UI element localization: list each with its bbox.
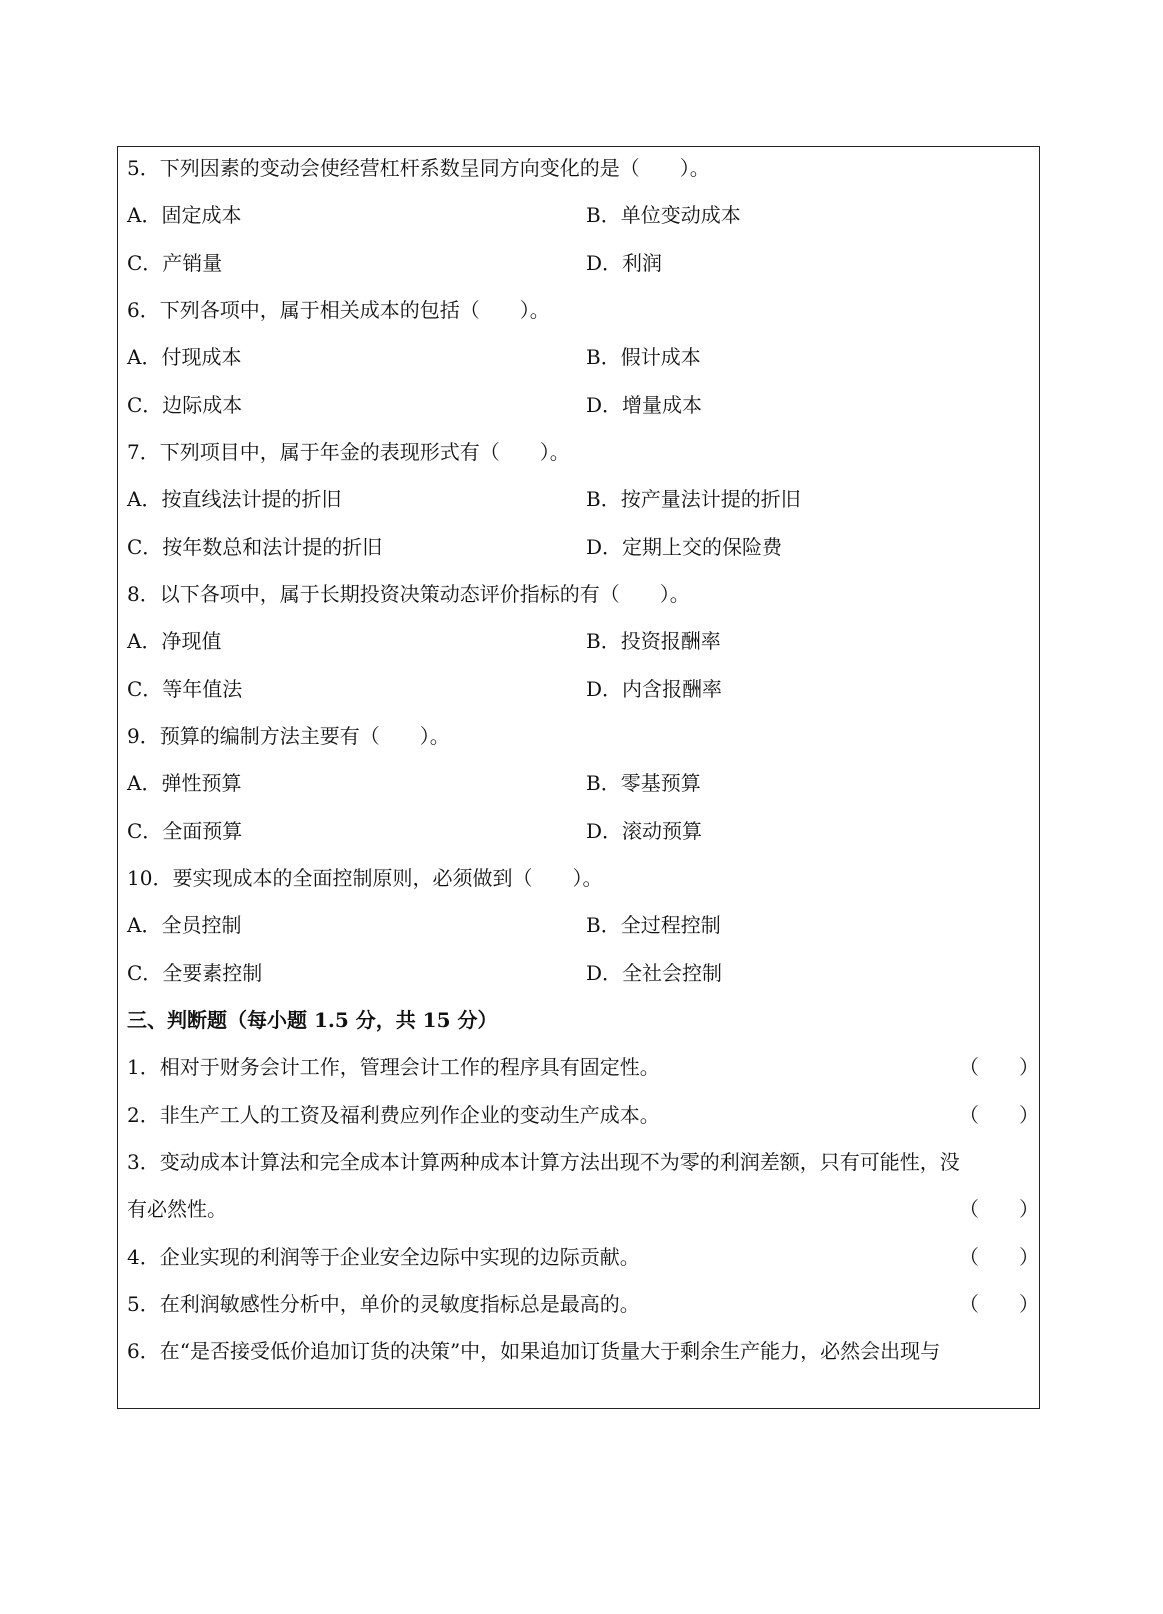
question-text: 有必然性。 <box>127 1197 227 1221</box>
section-heading-judgment: 三、判断题（每小题 1.5 分，共 15 分） <box>127 1008 498 1032</box>
option-b: B．全过程控制 <box>586 913 721 937</box>
option-b: B．单位变动成本 <box>586 203 741 227</box>
answer-blank: （ ） <box>959 1245 1039 1269</box>
option-d: D．全社会控制 <box>586 961 723 985</box>
judgment-question-3-line-1: 3．变动成本计算法和完全成本计算两种成本计算方法出现不为零的利润差额，只有可能性，没 <box>127 1150 960 1174</box>
question-10: 10．要实现成本的全面控制原则，必须做到（ ）。 <box>127 866 603 890</box>
question-9: 9．预算的编制方法主要有（ ）。 <box>127 724 450 748</box>
option-a: A．付现成本 <box>127 345 242 369</box>
answer-blank: （ ） <box>959 1292 1039 1316</box>
question-5: 5．下列因素的变动会使经营杠杆系数呈同方向变化的是（ ）。 <box>127 156 710 180</box>
question-8: 8．以下各项中，属于长期投资决策动态评价指标的有（ ）。 <box>127 582 690 606</box>
question-7-options-row-1 <box>127 479 1037 519</box>
option-b: B．按产量法计提的折旧 <box>586 487 801 511</box>
judgment-question-5 <box>127 1284 1037 1324</box>
question-5-options-row-2 <box>127 243 1037 283</box>
question-5-options-row-1 <box>127 195 1037 235</box>
option-c: C．产销量 <box>127 251 223 275</box>
question-7-options-row-2 <box>127 527 1037 567</box>
judgment-question-2 <box>127 1095 1037 1135</box>
option-c: C．等年值法 <box>127 677 243 701</box>
option-d: D．利润 <box>586 251 663 275</box>
question-7: 7．下列项目中，属于年金的表现形式有（ ）。 <box>127 440 570 464</box>
option-a: A．固定成本 <box>127 203 242 227</box>
option-c: C．全面预算 <box>127 819 243 843</box>
option-c: C．全要素控制 <box>127 961 263 985</box>
judgment-question-6-line-1: 6．在“是否接受低价追加订货的决策”中，如果追加订货量大于剩余生产能力，必然会出现与 <box>127 1339 941 1363</box>
question-text: 2．非生产工人的工资及福利费应列作企业的变动生产成本。 <box>127 1103 660 1127</box>
judgment-question-4 <box>127 1237 1037 1277</box>
option-b: B．投资报酬率 <box>586 629 721 653</box>
question-10-options-row-2 <box>127 953 1037 993</box>
option-d: D．定期上交的保险费 <box>586 535 783 559</box>
question-8-options-row-1 <box>127 621 1037 661</box>
judgment-question-1 <box>127 1047 1037 1087</box>
answer-blank: （ ） <box>959 1055 1039 1079</box>
option-a: A．按直线法计提的折旧 <box>127 487 342 511</box>
option-d: D．增量成本 <box>586 393 703 417</box>
question-text: 1．相对于财务会计工作，管理会计工作的程序具有固定性。 <box>127 1055 660 1079</box>
option-a: A．净现值 <box>127 629 222 653</box>
option-a: A．弹性预算 <box>127 771 242 795</box>
question-text: 4．企业实现的利润等于企业安全边际中实现的边际贡献。 <box>127 1245 640 1269</box>
answer-blank: （ ） <box>959 1197 1039 1221</box>
question-9-options-row-2 <box>127 811 1037 851</box>
question-6: 6．下列各项中，属于相关成本的包括（ ）。 <box>127 298 550 322</box>
option-d: D．滚动预算 <box>586 819 703 843</box>
question-6-options-row-2 <box>127 385 1037 425</box>
option-b: B．零基预算 <box>586 771 701 795</box>
option-c: C．边际成本 <box>127 393 243 417</box>
question-6-options-row-1 <box>127 337 1037 377</box>
question-8-options-row-2 <box>127 669 1037 709</box>
answer-blank: （ ） <box>959 1103 1039 1127</box>
option-a: A．全员控制 <box>127 913 242 937</box>
question-9-options-row-1 <box>127 763 1037 803</box>
option-d: D．内含报酬率 <box>586 677 723 701</box>
option-b: B．假计成本 <box>586 345 701 369</box>
question-10-options-row-1 <box>127 905 1037 945</box>
option-c: C．按年数总和法计提的折旧 <box>127 535 383 559</box>
question-text: 5．在利润敏感性分析中，单价的灵敏度指标总是最高的。 <box>127 1292 640 1316</box>
judgment-question-3-line-2 <box>127 1189 1037 1229</box>
